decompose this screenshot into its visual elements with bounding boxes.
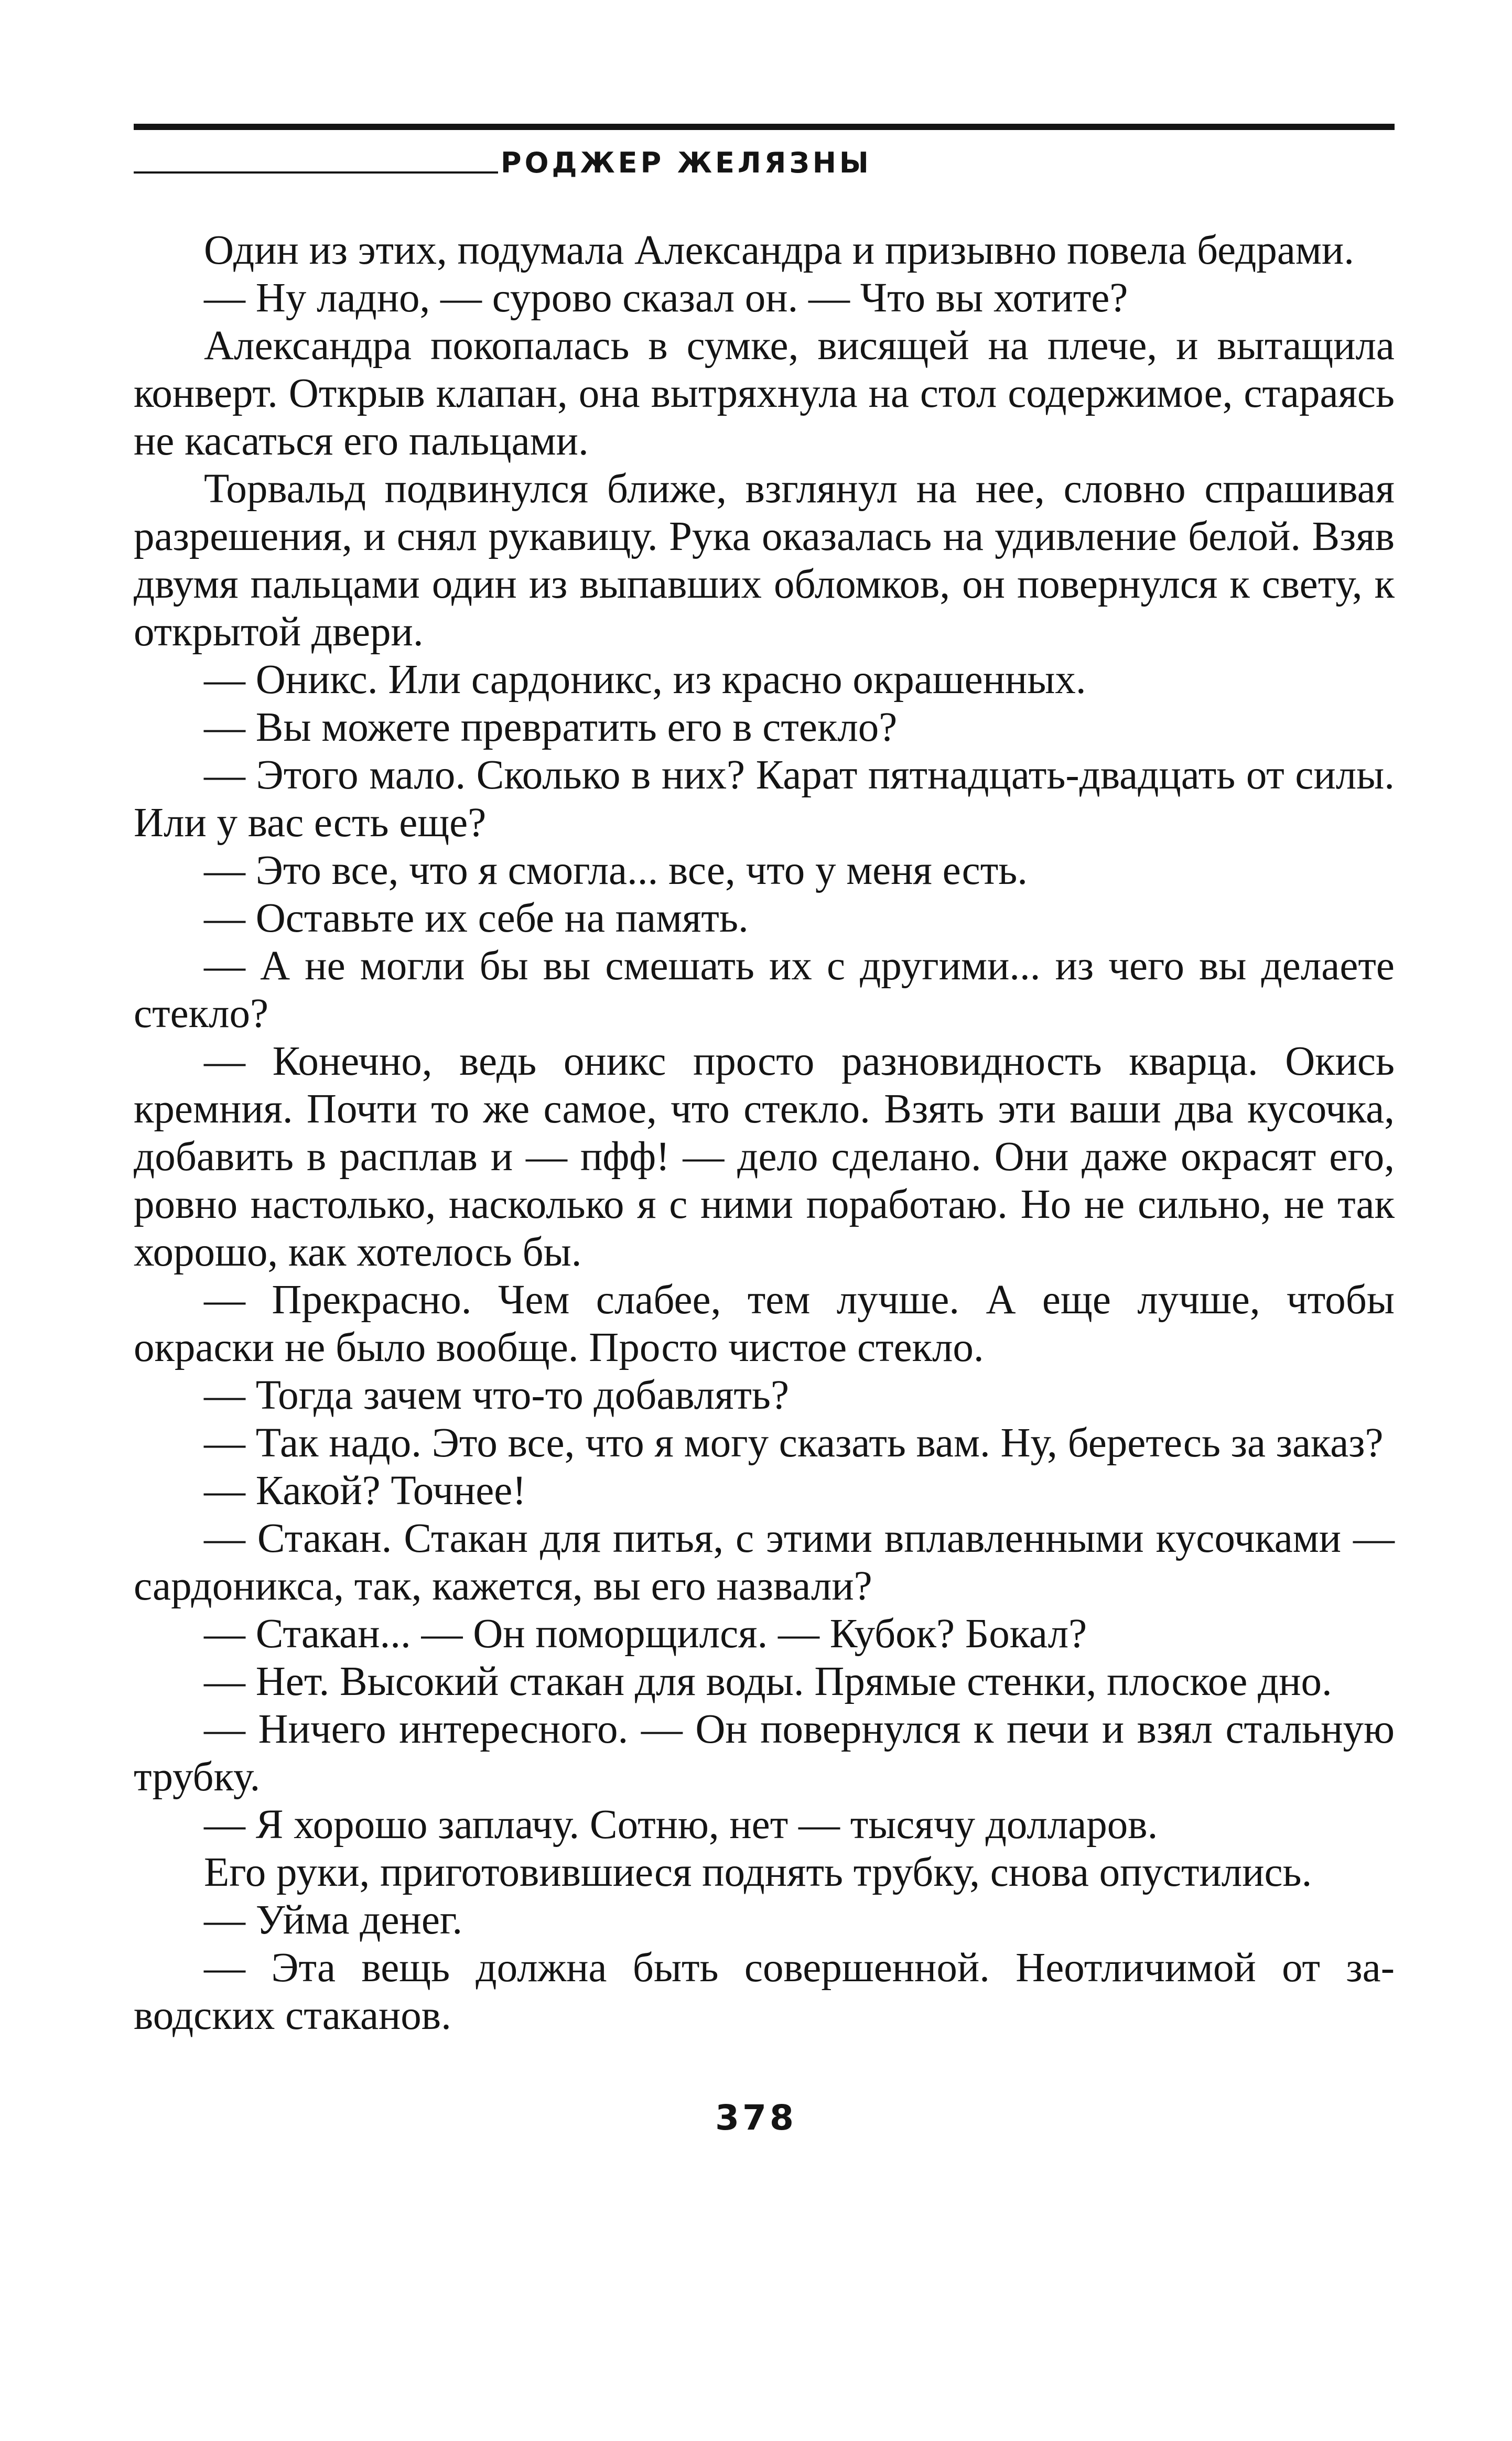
- paragraph: — Какой? Точнее!: [204, 1468, 526, 1514]
- paragraph: — Тогда зачем что-то добавлять?: [204, 1373, 790, 1418]
- paragraph: — Вы можете превратить его в стекло?: [204, 705, 898, 750]
- paragraph: — Я хорошо заплачу. Сотню, нет — тысячу долларов.: [204, 1802, 1158, 1848]
- header-rule: [134, 171, 498, 174]
- paragraph: — Эта вещь должна быть совершенной. Неотличимой от заводских стаканов.: [134, 1945, 1395, 2038]
- paragraph: — Так надо. Это все, что я могу сказать вам. Ну, беретесь за заказ?: [204, 1420, 1384, 1466]
- paragraph: — Оникс. Или сардоникс, из красно окрашенных.: [204, 657, 1086, 703]
- paragraph: — Стакан... — Он поморщился. — Кубок? Бокал?: [204, 1611, 1087, 1657]
- paragraph: Его руки, приготовившиеся поднять трубку, снова опустились.: [204, 1850, 1312, 1895]
- page-number: 378: [715, 2098, 797, 2138]
- paragraph: Александра покопалась в сумке, висящей на плече, и вытащила конверт. Открыв клапан, она вытряхнула на стол содержимое, стараясь не касаться его пальцами.: [134, 323, 1395, 464]
- paragraph: Торвальд подвинулся ближе, взглянул на нее, словно спрашивая разрешения, и снял рукавицу. Рука оказалась на удивление белой. Взяв двумя пальцами один из выпавших обломков, он повернулся к свету, к открытой двери.: [134, 466, 1395, 655]
- paragraph: Один из этих, подумала Александра и призывно повела бедрами.: [204, 228, 1354, 273]
- paragraph: — Оставьте их себе на память.: [204, 895, 749, 941]
- paragraph: — Ничего интересного. — Он повернулся к печи и взял стальную трубку.: [134, 1706, 1395, 1800]
- running-title: РОДЖЕР ЖЕЛЯЗНЫ: [501, 146, 872, 179]
- paragraph: — А не могли бы вы смешать их с другими... из чего вы делаете стекло?: [134, 943, 1395, 1036]
- page-text: [134, 226, 1395, 2039]
- paragraph: — Уйма денег.: [204, 1897, 463, 1943]
- paragraph: — Нет. Высокий стакан для воды. Прямые стенки, плоское дно.: [204, 1659, 1332, 1704]
- top-rule: [134, 124, 1395, 130]
- paragraph: — Этого мало. Сколько в них? Карат пятнадцать-двадцать от силы. Или у вас есть еще?: [134, 752, 1395, 846]
- paragraph: — Стакан. Стакан для питья, с этими вплавленными кусочками — сардоникса, так, кажется, вы его назвали?: [134, 1516, 1395, 1609]
- paragraph: — Ну ладно, — сурово сказал он. — Что вы хотите?: [204, 275, 1128, 321]
- paragraph: — Это все, что я смогла... все, что у меня есть.: [204, 848, 1028, 893]
- paragraph: — Прекрасно. Чем слабее, тем лучше. А еще лучше, чтобы окраски не было вообще. Просто чистое стекло.: [134, 1277, 1395, 1370]
- paragraph: — Конечно, ведь оникс просто разновидность кварца. Окись кремния. Почти то же самое, что стекло. Взять эти ваши два кусочка, добавить в расплав и — пфф! — дело сделано. Они даже окрасят его, ровно настолько, насколько я с ними поработаю. Но не сильно, не так хорошо, как хотелось бы.: [134, 1039, 1395, 1275]
